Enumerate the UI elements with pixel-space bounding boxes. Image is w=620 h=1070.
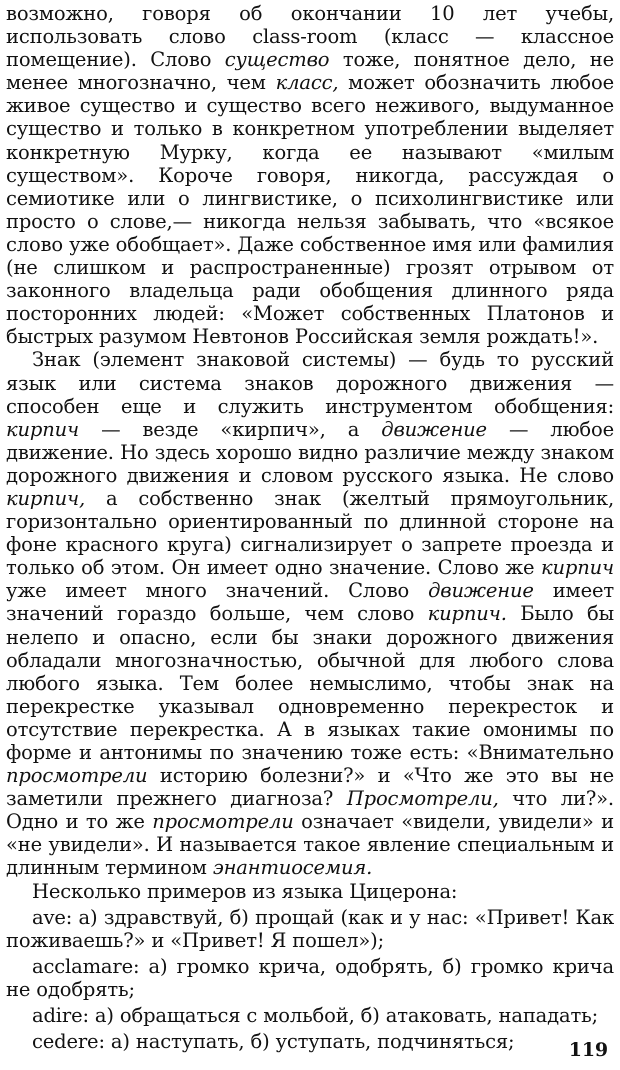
text-run: историю болезни?» и «Что же это вы не заметили прежнего диагноза? (6, 764, 614, 811)
text-run: уже имеет много значений. Слово (6, 579, 429, 603)
text-run: возможно, говоря об окончании 10 лет учебы, использовать слово class-room (класс — классное помещение). Слово (6, 2, 614, 72)
paragraph-p3 (6, 880, 614, 903)
paragraph-p7 (6, 1030, 614, 1053)
text-run: acclamare: а) громко крича, одобрять, б) громко крича не одобрять; (6, 954, 614, 1001)
italic-term: энантиосемия. (212, 856, 373, 880)
text-run: означает «видели, увидели» и «не увидели». И называется такое явление специальным и длинным термином (6, 810, 614, 880)
italic-term: класс, (275, 71, 339, 95)
text-run: — любое движение. Но здесь хорошо видно различие между знаком дорожного движения и словом русского языка. Не слово (6, 417, 614, 487)
text-run: имеет значений гораздо больше, чем слово (6, 579, 614, 626)
page-number: 119 (568, 1038, 608, 1061)
text-run: adire: а) обращаться с мольбой, б) атаковать, нападать; (32, 1004, 599, 1028)
italic-term: Просмотрели, (346, 787, 499, 811)
text-run: cedere: а) наступать, б) уступать, подчиняться; (32, 1030, 515, 1054)
text-run: что ли?». Одно и то же (6, 787, 614, 834)
paragraph-p2 (6, 348, 614, 879)
page-body-text (6, 2, 614, 1053)
text-run: ave: а) здравствуй, б) прощай (как и у нас: «Привет! Как поживаешь?» и «Привет! Я пошел»); (6, 905, 614, 952)
italic-term: движение (428, 579, 534, 603)
paragraph-p6 (6, 1004, 614, 1027)
text-run: — везде «кирпич», а (79, 417, 382, 441)
italic-term: движение (381, 417, 487, 441)
paragraph-p5 (6, 955, 614, 1001)
text-run: Было бы нелепо и опасно, если бы знаки дорожного движения обладали многозначностью, обычной для любого слова любого языка. Тем более немыслимо, чтобы знак на перекрестке указывал одновременно перекресток и отсутствие перекрестка. А в языках такие омонимы по форме и антонимы по значению тоже есть: «Внимательно (6, 602, 615, 764)
text-run: Несколько примеров из языка Цицерона: (32, 879, 458, 903)
paragraph-p1 (6, 2, 614, 348)
italic-term: кирпич (540, 556, 614, 580)
italic-term: просмотрели (6, 764, 148, 788)
text-run: может обозначить любое живое существо и существо всего неживого, выдуманное существо и только в конкретном употреблении выделяет конкретную Мурку, когда ее называют «милым существом». Короче говоря, никогда, рассуждая о семиотике или о лингвистике, о психолингвистике или просто о слове,— никогда нельзя забывать, что «всякое слово уже обобщает». Даже собственное имя или фамилия (не слишком и распространенные) грозят отрывом от законного владельца ради обобщения длинного ряда посторонних людей: «Может собственных Платонов и быстрых разумом Невтонов Российская земля рождать!». (6, 71, 614, 349)
italic-term: просмотрели (152, 810, 294, 834)
text-run: Знак (элемент знаковой системы) — будь то русский язык или система знаков дорожного движения — способен еще и служить инструментом обобщения: (6, 348, 614, 418)
italic-term: кирпич, (6, 486, 86, 510)
paragraph-p4 (6, 906, 614, 952)
italic-term: кирпич. (427, 602, 507, 626)
text-run: тоже, понятное дело, не менее многозначно, чем (6, 48, 614, 95)
italic-term: кирпич (6, 417, 80, 441)
text-run: а собственно знак (желтый прямоугольник, горизонтально ориентированный по длинной стороне на фоне красного круга) сигнализирует о запрете проезда и только об этом. Он имеет одно значение. Слово же (6, 486, 614, 580)
italic-term: существо (224, 48, 330, 72)
